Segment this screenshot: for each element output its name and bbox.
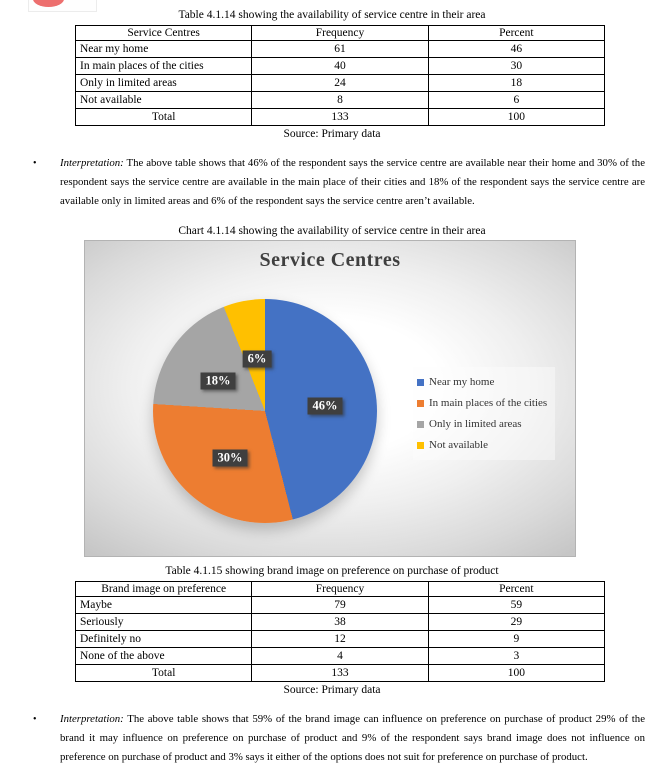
table1-source: Source: Primary data: [283, 128, 381, 140]
chart-title: Service Centres: [259, 249, 401, 271]
interpretation-1: [33, 154, 645, 211]
table1-caption: Table 4.1.14 showing the availability of service centre in their area: [178, 9, 486, 21]
table2-brand-image: [75, 581, 605, 682]
interpretation-2: [33, 710, 645, 767]
legend-item: [417, 376, 551, 388]
table-cell-total-percent: 100: [428, 665, 604, 682]
table-row: [76, 75, 605, 92]
legend-label: Near my home: [429, 376, 495, 388]
legend-label: Only in limited areas: [429, 418, 522, 430]
table-cell-frequency: 24: [252, 75, 428, 92]
table-cell-label: Only in limited areas: [76, 75, 252, 92]
table-total-row: [76, 665, 605, 682]
pie-data-label-main-places: 30%: [213, 450, 248, 467]
table-cell-frequency: 4: [252, 648, 428, 665]
pie: [153, 299, 377, 523]
table-cell-frequency: 40: [252, 58, 428, 75]
table-cell-frequency: 38: [252, 614, 428, 631]
table-cell-frequency: 61: [252, 41, 428, 58]
table-row: [76, 597, 605, 614]
pie-data-label-not-available: 6%: [243, 351, 272, 368]
table-cell-total-frequency: 133: [252, 665, 428, 682]
chart-caption: Chart 4.1.14 showing the availability of service centre in their area: [178, 225, 486, 237]
table2-header-brand-image: Brand image on preference: [76, 582, 252, 597]
legend-label: In main places of the cities: [429, 397, 548, 409]
table-cell-total-label: Total: [76, 109, 252, 126]
table-row: [76, 41, 605, 58]
table-cell-percent: 59: [428, 597, 604, 614]
table1-service-centres: [75, 25, 605, 126]
table-cell-label: None of the above: [76, 648, 252, 665]
table-row: [76, 631, 605, 648]
table-cell-total-label: Total: [76, 665, 252, 682]
table-cell-percent: 6: [428, 92, 604, 109]
table1-header-service-centres: Service Centres: [76, 26, 252, 41]
table2-source: Source: Primary data: [283, 684, 381, 696]
table2-header-percent: Percent: [428, 582, 604, 597]
bullet-icon: •: [33, 714, 37, 725]
table-cell-label: Not available: [76, 92, 252, 109]
interpretation-1-text: [60, 154, 645, 211]
table-cell-percent: 9: [428, 631, 604, 648]
legend-item: [417, 397, 551, 409]
interpretation-body: The above table shows that 59% of the brand image can influence on preference on purchase of product 29% of the brand it may influence on preference on purchase of product and 9% of the respondent says brand image does not influence on preference on purchase of product and 3% says it either of the options does not suit for preference on purchase of product.: [60, 713, 645, 763]
table-cell-label: Definitely no: [76, 631, 252, 648]
chart-legend: [413, 367, 555, 460]
table-cell-label: Maybe: [76, 597, 252, 614]
table2-header-frequency: Frequency: [252, 582, 428, 597]
interpretation-body: The above table shows that 46% of the respondent says the service centre are available near their home and 30% of the respondent says the service centre are available in the main place of their cities and 18% of the respondent says the service centre are available only in limited areas and 6% of the respondent says the service centre aren’t available.: [60, 157, 645, 207]
legend-swatch-icon: [417, 400, 424, 407]
table1-header-percent: Percent: [428, 26, 604, 41]
legend-label: Not available: [429, 439, 488, 451]
table-cell-percent: 29: [428, 614, 604, 631]
bullet-icon: •: [33, 158, 37, 169]
red-oval-icon: [33, 0, 64, 7]
interpretation-lead: Interpretation:: [60, 713, 124, 725]
table-row: [76, 92, 605, 109]
pie-data-label-near-my-home: 46%: [308, 398, 343, 415]
table-row: [76, 58, 605, 75]
pie-chart-area: [84, 240, 576, 557]
legend-item: [417, 418, 551, 430]
table-total-row: [76, 109, 605, 126]
table-cell-total-percent: 100: [428, 109, 604, 126]
legend-swatch-icon: [417, 421, 424, 428]
table-cell-percent: 46: [428, 41, 604, 58]
page-top-marker: [28, 0, 97, 12]
table2-header-row: [76, 582, 605, 597]
table-cell-frequency: 8: [252, 92, 428, 109]
table-cell-label: In main places of the cities: [76, 58, 252, 75]
table-cell-frequency: 12: [252, 631, 428, 648]
pie-data-label-limited-areas: 18%: [201, 373, 236, 390]
table-cell-total-frequency: 133: [252, 109, 428, 126]
interpretation-2-text: [60, 710, 645, 767]
interpretation-lead: Interpretation:: [60, 157, 124, 169]
legend-swatch-icon: [417, 442, 424, 449]
legend-swatch-icon: [417, 379, 424, 386]
table-cell-label: Seriously: [76, 614, 252, 631]
table-row: [76, 648, 605, 665]
table-row: [76, 614, 605, 631]
table2-caption: Table 4.1.15 showing brand image on preference on purchase of product: [165, 565, 499, 577]
table-cell-percent: 3: [428, 648, 604, 665]
legend-item: [417, 439, 551, 451]
table1-header-frequency: Frequency: [252, 26, 428, 41]
table-cell-percent: 30: [428, 58, 604, 75]
table-cell-frequency: 79: [252, 597, 428, 614]
table-cell-label: Near my home: [76, 41, 252, 58]
table-cell-percent: 18: [428, 75, 604, 92]
table1-header-row: [76, 26, 605, 41]
